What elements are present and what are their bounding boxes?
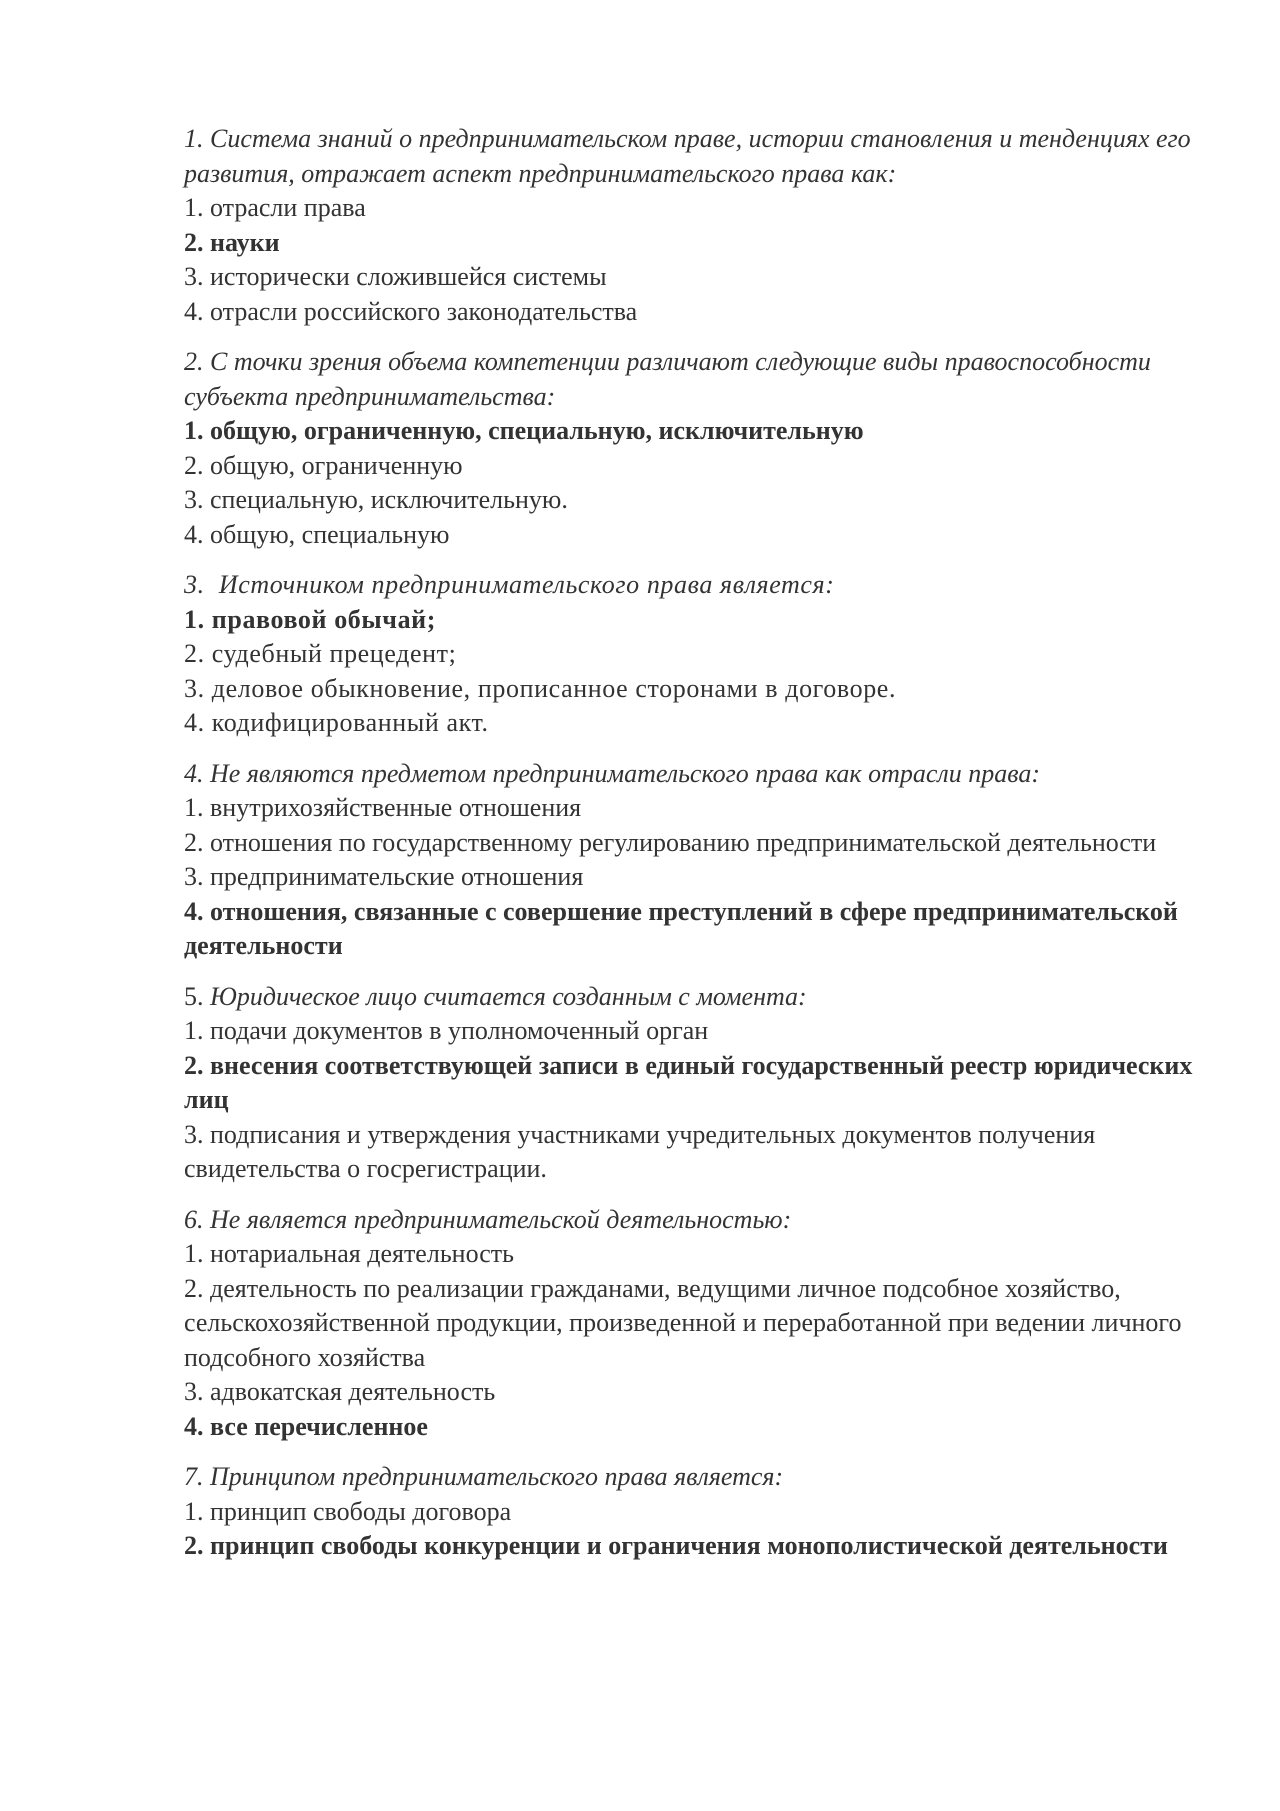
answer-option: 2. отношения по государственному регулированию предпринимательской деятельности	[184, 827, 1157, 857]
question-1	[184, 122, 1194, 329]
answer-option-correct: 2. внесения соответствующей записи в единый государственный реестр юридических лиц	[184, 1050, 1193, 1114]
answer-option: 2. общую, ограниченную	[184, 450, 463, 480]
question-2	[184, 345, 1194, 552]
answer-option-correct: 4. отношения, связанные с совершение преступлений в сфере предпринимательской деятельности	[184, 896, 1178, 960]
answer-option: 1. подачи документов в уполномоченный орган	[184, 1016, 709, 1045]
document-page	[184, 122, 1194, 1580]
question-4	[184, 757, 1194, 964]
answer-option-correct: 2. науки	[184, 227, 280, 257]
question-prompt-line	[184, 980, 1194, 1015]
question-prompt: 7. Принципом предпринимательского права является:	[184, 1462, 784, 1491]
question-prompt: 3. Источником предпринимательского права является:	[184, 570, 835, 599]
question-prompt: 4. Не являются предметом предпринимательского права как отрасли права:	[184, 758, 1040, 788]
question-prompt: 1. Система знаний о предпринимательском праве, истории становления и тенденциях его развития, отражает аспект предпринимательского права как:	[184, 124, 1191, 188]
answer-option: 4. кодифицированный акт.	[184, 708, 489, 737]
answer-option: 3. деловое обыкновение, прописанное сторонами в договоре.	[184, 673, 897, 703]
answer-option-correct: 4. все перечисленное	[184, 1411, 428, 1441]
answer-option: 1. отрасли права	[184, 193, 366, 222]
question-6	[184, 1203, 1194, 1445]
answer-option: 4. общую, специальную	[184, 519, 450, 549]
answer-option: 3. исторически сложившейся системы	[184, 262, 607, 291]
answer-option: 1. нотариальная деятельность	[184, 1239, 515, 1268]
answer-option: 3. адвокатская деятельность	[184, 1377, 496, 1406]
question-prompt: 6. Не является предпринимательской деятельностью:	[184, 1204, 792, 1234]
answer-option-correct: 1. общую, ограниченную, специальную, исключительную	[184, 416, 864, 445]
answer-option: 2. деятельность по реализации гражданами, ведущими личное подсобное хозяйство, сельскохозяйственной продукции, произведенной и переработанной при ведении личного подсобного хозяйства	[184, 1273, 1182, 1372]
question-prompt: Юридическое лицо считается созданным с момента:	[210, 981, 807, 1011]
answer-option: 4. отрасли российского законодательства	[184, 296, 638, 326]
answer-option: 3. специальную, исключительную.	[184, 485, 568, 514]
answer-option-correct: 1. правовой обычай;	[184, 604, 437, 634]
answer-option: 3. подписания и утверждения участниками учредительных документов получения свидетельства о госрегистрации.	[184, 1119, 1096, 1183]
question-number: 5.	[184, 981, 204, 1011]
answer-option: 2. судебный прецедент;	[184, 639, 457, 668]
question-5	[184, 980, 1194, 1187]
answer-option-correct: 2. принцип свободы конкуренции и ограничения монополистической деятельности	[184, 1531, 1168, 1560]
answer-option: 1. внутрихозяйственные отношения	[184, 793, 582, 822]
question-7	[184, 1460, 1194, 1564]
answer-option: 1. принцип свободы договора	[184, 1496, 512, 1526]
question-3	[184, 568, 1194, 741]
question-prompt: 2. С точки зрения объема компетенции различают следующие виды правоспособности субъекта предпринимательства:	[184, 347, 1151, 411]
answer-option: 3. предпринимательские отношения	[184, 862, 584, 891]
